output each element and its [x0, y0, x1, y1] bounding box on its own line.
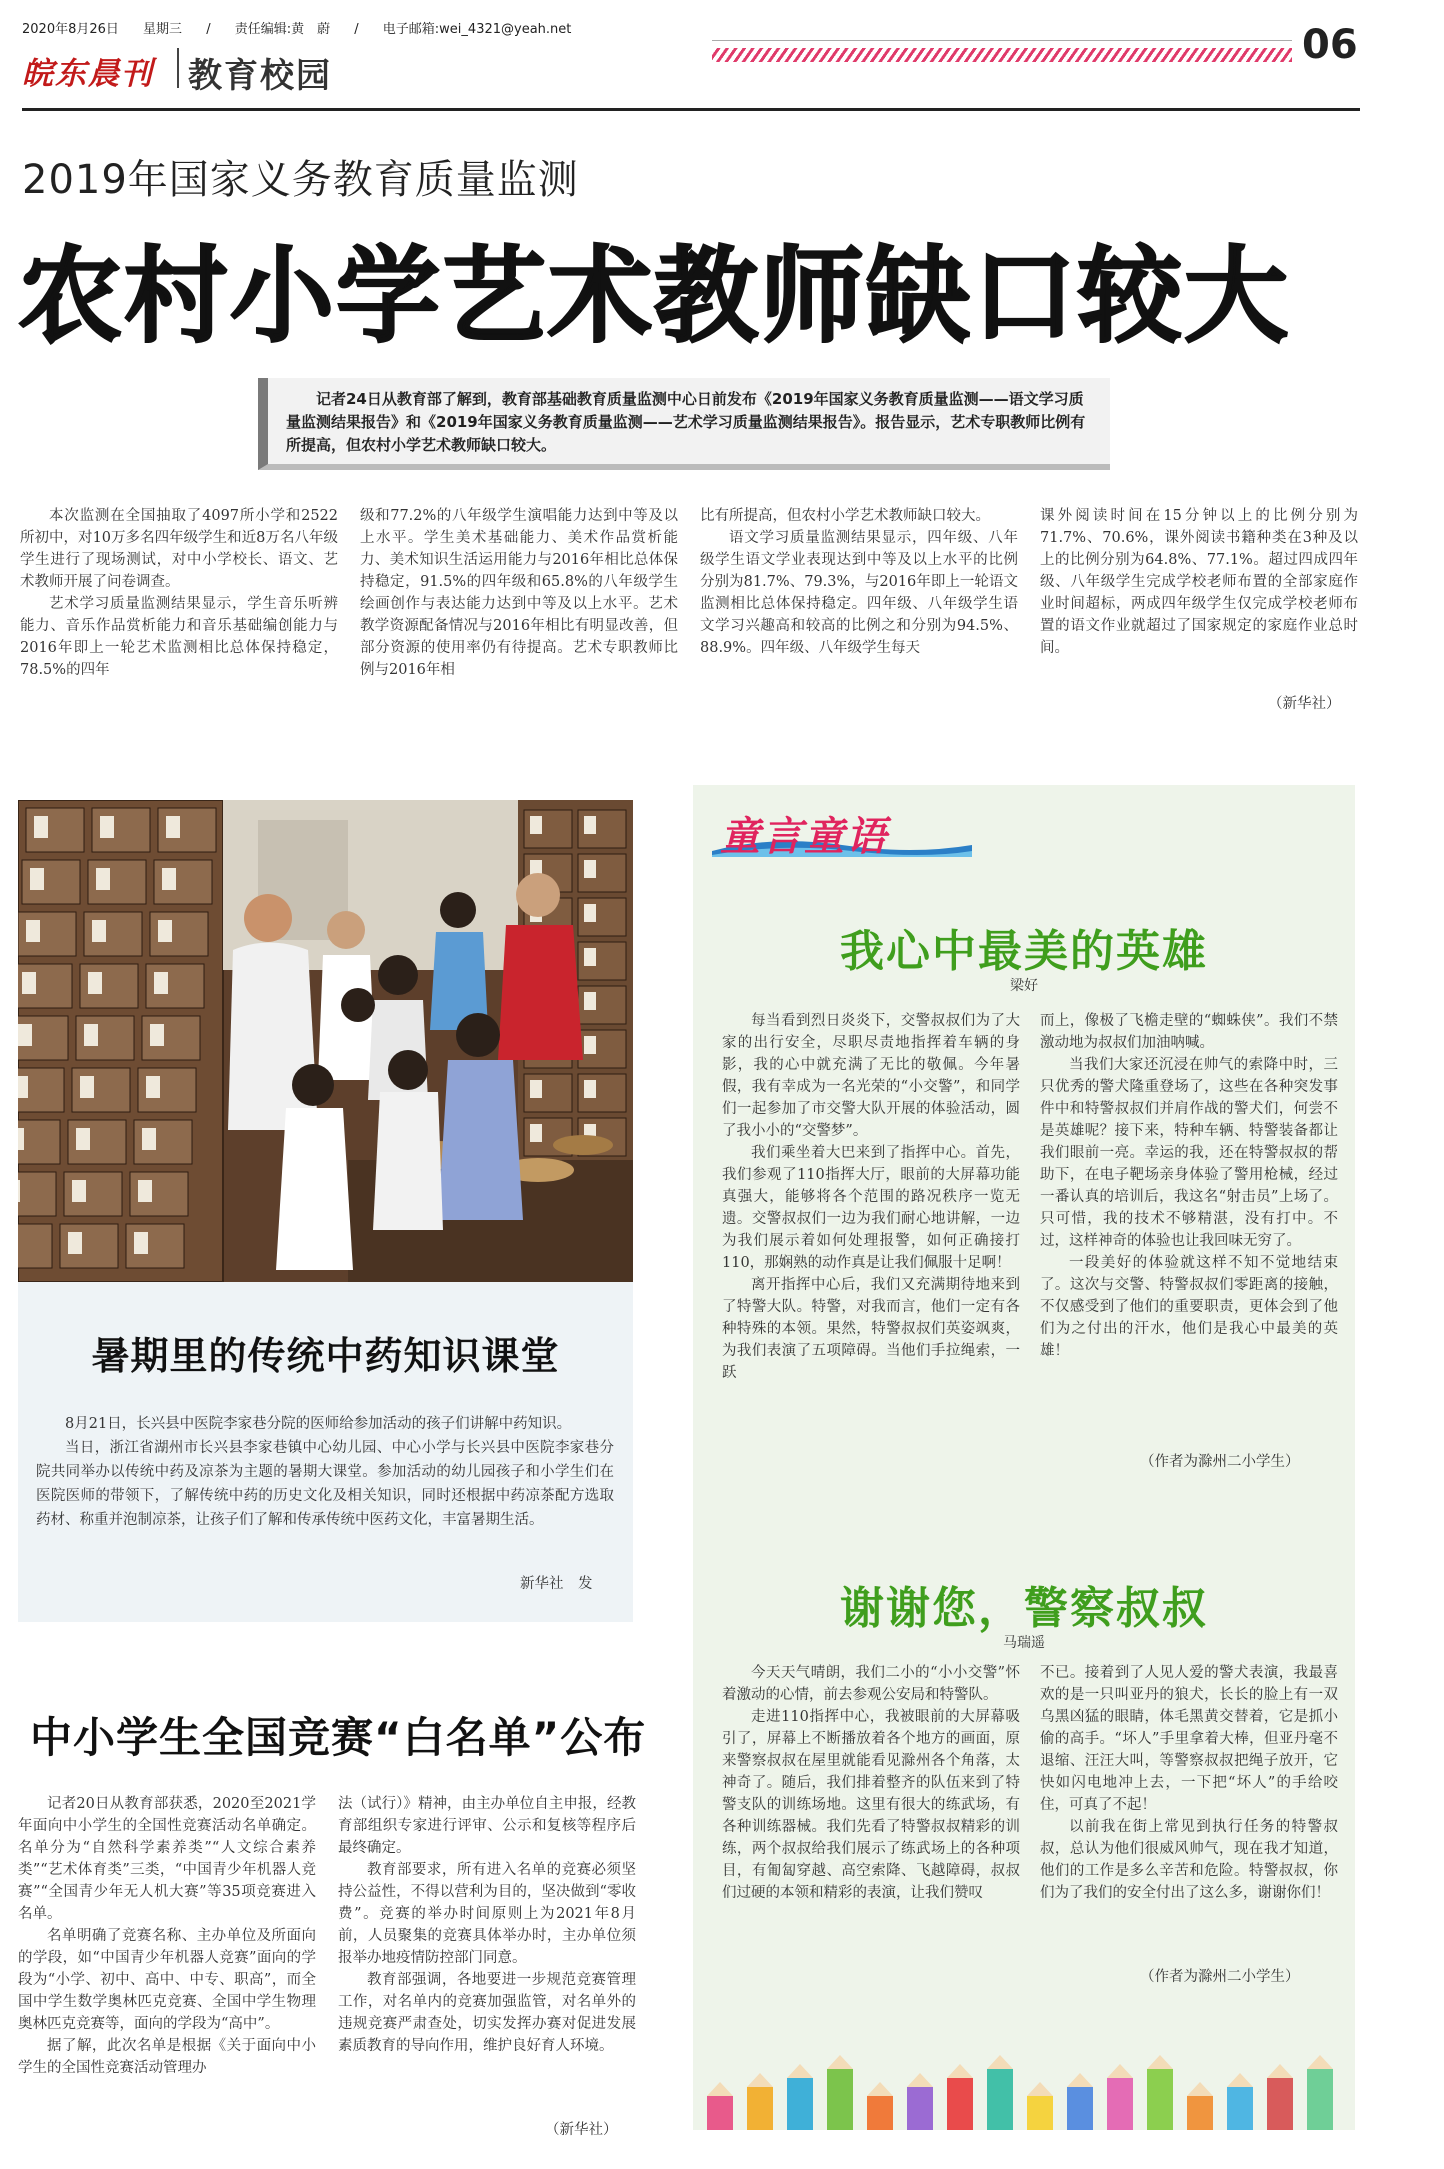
- paragraph: 语文学习质量监测结果显示，四年级、八年级学生语文学业表现达到中等及以上水平的比例分别为81.7%、79.3%，与2016年即上一轮语文监测相比总体保持稳定。四年级、八年级学生语文学习兴趣高和较高的比例之和分别为94.5%、88.9%。四年级、八年级学生每天: [700, 530, 1018, 656]
- story2-column-2: [1040, 1662, 1338, 1904]
- paragraph: 教育部强调，各地要进一步规范竞赛管理工作，对名单内的竞赛加强监管，对名单外的违规竞赛严肃查处，切实发挥办赛对促进发展素质教育的导向作用，维护良好育人环境。: [338, 1972, 636, 2054]
- main-kicker: 2019年国家义务教育质量监测: [22, 157, 579, 203]
- paragraph: 8月21日，长兴县中医院李家巷分院的医师给参加活动的孩子们讲解中药知识。: [65, 1416, 572, 1432]
- paragraph: 每当看到烈日炎炎下，交警叔叔们为了大家的出行安全，尽职尽责地指挥着车辆的身影，我的心中就充满了无比的敬佩。今年暑假，我有幸成为一名光荣的“小交警”，和同学们一起参加了市交警大队开展的体验活动，圆了我小小的“交警梦”。: [722, 1013, 1020, 1139]
- story1-column-2: [1040, 1010, 1338, 1362]
- paragraph: 据了解，此次名单是根据《关于面向中小学生的全国性竞赛活动管理办: [18, 2038, 316, 2076]
- logo-divider: [177, 48, 179, 88]
- photo-credit: 新华社 发: [520, 1576, 593, 1592]
- whitelist-column-2: [338, 1793, 636, 2057]
- header-rule: [22, 108, 1360, 111]
- paragraph: 不已。接着到了人见人爱的警犬表演，我最喜欢的是一只叫亚丹的狼犬，长长的脸上有一双乌黑凶猛的眼睛，体毛黑黄交替着，它是抓小偷的高手。“坏人”手里拿着大棒，但亚丹毫不退缩、汪汪大叫，等警察叔叔把绳子放开，它快如闪电地冲上去，一下把“坏人”的手给咬住，可真了不起！: [1040, 1665, 1338, 1813]
- main-credit: （新华社）: [1268, 696, 1341, 712]
- whitelist-headline: 中小学生全国竞赛“白名单”公布: [30, 1713, 647, 1762]
- paragraph: 法（试行）》精神，由主办单位自主申报，经教育部组织专家进行评审、公示和复核等程序后最终确定。: [338, 1796, 636, 1856]
- whitelist-credit: （新华社）: [545, 2122, 618, 2138]
- kids-banner-title: 童言童语: [720, 814, 888, 860]
- story2-column-1: [722, 1662, 1020, 1904]
- paragraph: 课外阅读时间在15分钟以上的比例分别为71.7%、70.6%，课外阅读书籍种类在3种及以上的比例分别为64.8%、77.1%。超过四成四年级、八年级学生完成学校老师布置的全部家庭作业时间超标，两成四年级学生仅完成学校老师布置的语文作业就超过了国家规定的家庭作业总时间。: [1040, 508, 1358, 656]
- story1-author: 梁好: [1010, 978, 1038, 994]
- main-headline: 农村小学艺术教师缺口较大: [18, 235, 1291, 357]
- paragraph: 级和77.2%的八年级学生演唱能力达到中等及以上水平。学生美术基础能力、美术作品赏析能力、美术知识生活运用能力与2016年相比总体保持稳定，91.5%的四年级和65.8%的八年级学生绘画创作与表达能力达到中等及以上水平。艺术教学资源配备情况与2016年相比有明显改善，但部分资源的使用率仍有待提高。艺术专职教师比例与2016年相: [360, 508, 678, 678]
- photo-story-text: [36, 1412, 614, 1532]
- paragraph: 以前我在街上常见到执行任务的特警叔叔，总认为他们很威风帅气，现在我才知道，他们的工作是多么辛苦和危险。特警叔叔，你们为了我们的安全付出了这么多，谢谢你们！: [1040, 1819, 1338, 1901]
- paragraph: 离开指挥中心后，我们又充满期待地来到了特警大队。特警，对我而言，他们一定有各种特殊的本领。果然，特警叔叔们英姿飒爽，为我们表演了五项障碍。当他们手拉绳索，一跃: [722, 1277, 1020, 1381]
- paragraph: 艺术学习质量监测结果显示，学生音乐听辨能力、音乐作品赏析能力和音乐基础编创能力与2016年即上一轮艺术监测相比总体保持稳定，78.5%的四年: [20, 596, 338, 678]
- paragraph: 今天天气晴朗，我们二小的“小小交警”怀着激动的心情，前去参观公安局和特警队。: [722, 1665, 1020, 1703]
- page-number: 06: [1302, 22, 1358, 68]
- pharmacy-photo-illustration: [18, 800, 633, 1282]
- issue-date: 2020年8月26日: [22, 22, 119, 37]
- editor-email: 电子邮箱:wei_4321@yeah.net: [382, 22, 572, 37]
- paragraph: 记者20日从教育部获悉，2020至2021学年面向中小学生的全国性竞赛活动名单确定。名单分为“自然科学素养类”“人文综合素养类”“艺术体育类”三类，“中国青少年机器人竞赛”“全国青少年无人机大赛”等35项竞赛进入名单。: [18, 1796, 316, 1922]
- main-column-2: [360, 505, 678, 681]
- lead-paragraph: 记者24日从教育部了解到，教育部基础教育质量监测中心日前发布《2019年国家义务教育质量监测——语文学习质量监测结果报告》和《2019年国家义务教育质量监测——艺术学习质量监测结果报告》。报告显示，艺术专职教师比例有所提高，但农村小学艺术教师缺口较大。: [258, 378, 1110, 470]
- section-name: 教育校园: [188, 56, 332, 96]
- story2-credit: （作者为滁州二小学生）: [1140, 1969, 1300, 1985]
- paragraph: 名单明确了竞赛名称、主办单位及所面向的学段，如“中国青少年机器人竞赛”面向的学段为“小学、初中、高中、中专、职高”，而全国中学生数学奥林匹克竞赛、全国中学生物理奥林匹克竞赛等，面向的学段为“高中”。: [18, 1928, 316, 2032]
- main-column-4: [1040, 505, 1358, 659]
- paragraph: 一段美好的体验就这样不知不觉地结束了。这次与交警、特警叔叔们零距离的接触，不仅感受到了他们的重要职责，更体会到了他们为之付出的汗水，他们是我心中最美的英雄！: [1040, 1255, 1338, 1359]
- paragraph: 我们乘坐着大巴来到了指挥中心。首先，我们参观了110指挥大厅，眼前的大屏幕功能真强大，能够将各个范围的路况秩序一览无遗。交警叔叔们一边为我们耐心地讲解，一边为我们展示着如何处理报警，如何正确接打110，那娴熟的动作真是让我们佩服十足啊！: [722, 1145, 1020, 1271]
- paragraph: 当日，浙江省湖州市长兴县李家巷镇中心幼儿园、中心小学与长兴县中医院李家巷分院共同举办以传统中药及凉茶为主题的暑期大课堂。参加活动的幼儿园孩子和小学生们在医院医师的带领下，了解传统中药的历史文化及相关知识，同时还根据中药凉茶配方选取药材、称重并泡制凉茶，让孩子们了解和传承传统中医药文化，丰富暑期生活。: [36, 1440, 614, 1528]
- header-stripe-decoration: [712, 48, 1292, 62]
- paragraph: 当我们大家还沉浸在帅气的索降中时，三只优秀的警犬隆重登场了，这些在各种突发事件中和特警叔叔们并肩作战的警犬们，何尝不是英雄呢？接下来，特种车辆、特警装备都让我们眼前一亮。幸运的我，还在特警叔叔的帮助下，在电子靶场亲身体验了警用枪械，经过一番认真的培训后，我这名“射击员”上场了。只可惜，我的技术不够精湛，没有打中。不过，这样神奇的体验也让我回味无穷了。: [1040, 1057, 1338, 1249]
- story1-title: 我心中最美的英雄: [840, 926, 1208, 977]
- paragraph: 教育部要求，所有进入名单的竞赛必须坚持公益性，不得以营利为目的，坚决做到“零收费”。竞赛的举办时间原则上为2021年8月前，人员聚集的竞赛具体举办时，主办单位须报举办地疫情防控部门同意。: [338, 1862, 636, 1966]
- colored-pencils-decoration: [693, 2040, 1355, 2130]
- paragraph: 而上，像极了飞檐走壁的“蜘蛛侠”。我们不禁激动地为叔叔们加油呐喊。: [1040, 1013, 1338, 1051]
- divider-slash: /: [354, 22, 359, 37]
- photo-story-title: 暑期里的传统中药知识课堂: [91, 1334, 560, 1378]
- story2-title: 谢谢您，警察叔叔: [840, 1583, 1208, 1634]
- issue-weekday: 星期三: [143, 22, 183, 37]
- news-photo: [18, 800, 633, 1282]
- editor-name: 责任编辑:黄 蔚: [234, 22, 331, 37]
- header-thin-rule: [712, 40, 1292, 41]
- main-column-3: [700, 505, 1018, 659]
- story2-author: 马瑞遥: [1003, 1635, 1045, 1651]
- page-header-meta: [22, 18, 591, 37]
- divider-slash: /: [206, 22, 211, 37]
- newspaper-logo: 皖东晨刊: [22, 56, 154, 92]
- paragraph: 本次监测在全国抽取了4097所小学和2522所初中，对10万多名四年级学生和近8万名八年级学生进行了现场测试，对中小学校长、语文、艺术教师开展了问卷调查。: [20, 508, 338, 590]
- paragraph: 走进110指挥中心，我被眼前的大屏幕吸引了，屏幕上不断播放着各个地方的画面，原来警察叔叔在屋里就能看见滁州各个角落，太神奇了。随后，我们排着整齐的队伍来到了特警支队的训练场地。这里有很大的练武场，有各种训练器械。我们先看了特警叔叔精彩的训练，两个叔叔给我们展示了练武场上的各种项目，有匍匐穿越、高空索降、飞越障碍，叔叔们过硬的本领和精彩的表演，让我们赞叹: [722, 1709, 1020, 1901]
- main-column-1: [20, 505, 338, 681]
- whitelist-column-1: [18, 1793, 316, 2079]
- paragraph: 比有所提高，但农村小学艺术教师缺口较大。: [700, 508, 990, 524]
- story1-column-1: [722, 1010, 1020, 1384]
- story1-credit: （作者为滁州二小学生）: [1140, 1454, 1300, 1470]
